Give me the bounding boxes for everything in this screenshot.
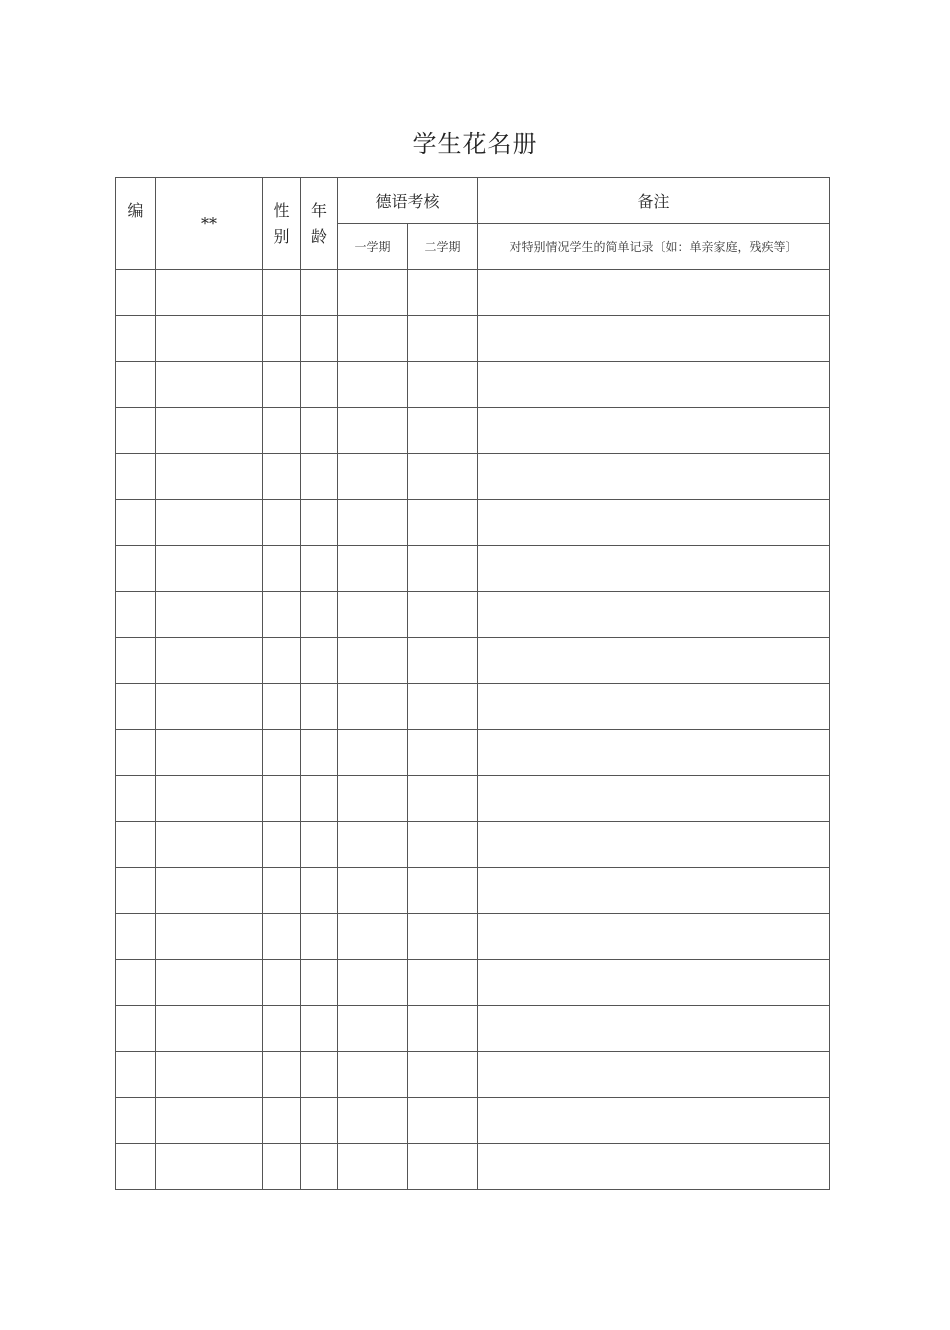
cell-term2[interactable] xyxy=(408,546,478,592)
cell-name[interactable] xyxy=(156,362,263,408)
table-row xyxy=(116,408,830,454)
cell-id[interactable] xyxy=(116,454,156,500)
cell-gender[interactable] xyxy=(263,1144,301,1190)
cell-name[interactable] xyxy=(156,316,263,362)
cell-term2[interactable] xyxy=(408,500,478,546)
cell-term1[interactable] xyxy=(338,362,408,408)
table-row xyxy=(116,1098,830,1144)
cell-term1[interactable] xyxy=(338,408,408,454)
cell-name[interactable] xyxy=(156,500,263,546)
cell-term1[interactable] xyxy=(338,1144,408,1190)
table-row xyxy=(116,776,830,822)
cell-term2[interactable] xyxy=(408,868,478,914)
header-remarks-hint-label: 对特别情况学生的简单记录〔如：单亲家庭，残疾等〕 xyxy=(509,240,798,254)
cell-id[interactable] xyxy=(116,914,156,960)
cell-remarks[interactable] xyxy=(478,316,830,362)
cell-id[interactable] xyxy=(116,592,156,638)
cell-id[interactable] xyxy=(116,638,156,684)
header-remarks xyxy=(478,178,830,224)
cell-remarks[interactable] xyxy=(478,684,830,730)
header-remarks-hint xyxy=(478,224,830,270)
header-moral-exam xyxy=(338,178,478,224)
cell-remarks[interactable] xyxy=(478,776,830,822)
cell-remarks[interactable] xyxy=(478,914,830,960)
table-row xyxy=(116,500,830,546)
cell-id[interactable] xyxy=(116,1052,156,1098)
cell-term1[interactable] xyxy=(338,868,408,914)
cell-id[interactable] xyxy=(116,730,156,776)
cell-term2[interactable] xyxy=(408,1144,478,1190)
cell-age[interactable] xyxy=(301,914,338,960)
table-row xyxy=(116,592,830,638)
cell-age[interactable] xyxy=(301,454,338,500)
cell-term1[interactable] xyxy=(338,270,408,316)
table-row xyxy=(116,730,830,776)
header-term2 xyxy=(408,224,478,270)
cell-term2[interactable] xyxy=(408,914,478,960)
cell-id[interactable] xyxy=(116,822,156,868)
cell-name[interactable] xyxy=(156,730,263,776)
cell-id[interactable] xyxy=(116,684,156,730)
table-row xyxy=(116,960,830,1006)
cell-gender[interactable] xyxy=(263,730,301,776)
cell-gender[interactable] xyxy=(263,914,301,960)
cell-term1[interactable] xyxy=(338,454,408,500)
header-age-label: 年龄 xyxy=(310,200,327,246)
cell-id[interactable] xyxy=(116,1098,156,1144)
cell-gender[interactable] xyxy=(263,454,301,500)
cell-gender[interactable] xyxy=(263,960,301,1006)
cell-name[interactable] xyxy=(156,546,263,592)
cell-age[interactable] xyxy=(301,730,338,776)
cell-name[interactable] xyxy=(156,868,263,914)
cell-gender[interactable] xyxy=(263,500,301,546)
cell-id[interactable] xyxy=(116,868,156,914)
table-row xyxy=(116,316,830,362)
cell-remarks[interactable] xyxy=(478,546,830,592)
cell-term2[interactable] xyxy=(408,592,478,638)
cell-term1[interactable] xyxy=(338,500,408,546)
header-gender-label: 性别 xyxy=(273,200,290,246)
cell-age[interactable] xyxy=(301,1006,338,1052)
cell-age[interactable] xyxy=(301,408,338,454)
cell-name[interactable] xyxy=(156,1098,263,1144)
cell-term2[interactable] xyxy=(408,730,478,776)
cell-age[interactable] xyxy=(301,1098,338,1144)
cell-name[interactable] xyxy=(156,454,263,500)
cell-gender[interactable] xyxy=(263,684,301,730)
cell-remarks[interactable] xyxy=(478,454,830,500)
cell-name[interactable] xyxy=(156,776,263,822)
cell-age[interactable] xyxy=(301,1144,338,1190)
table-row xyxy=(116,1144,830,1190)
cell-remarks[interactable] xyxy=(478,270,830,316)
cell-id[interactable] xyxy=(116,270,156,316)
student-roster-table xyxy=(115,177,830,1190)
cell-name[interactable] xyxy=(156,1144,263,1190)
cell-term1[interactable] xyxy=(338,960,408,1006)
cell-age[interactable] xyxy=(301,960,338,1006)
cell-name[interactable] xyxy=(156,270,263,316)
cell-term2[interactable] xyxy=(408,638,478,684)
cell-term2[interactable] xyxy=(408,822,478,868)
cell-remarks[interactable] xyxy=(478,960,830,1006)
cell-term2[interactable] xyxy=(408,454,478,500)
cell-term1[interactable] xyxy=(338,822,408,868)
header-term2-label: 二学期 xyxy=(424,240,461,254)
table-row xyxy=(116,914,830,960)
cell-term2[interactable] xyxy=(408,362,478,408)
cell-gender[interactable] xyxy=(263,362,301,408)
cell-name[interactable] xyxy=(156,408,263,454)
header-gender xyxy=(263,178,301,270)
cell-gender[interactable] xyxy=(263,316,301,362)
cell-term1[interactable] xyxy=(338,1098,408,1144)
cell-age[interactable] xyxy=(301,500,338,546)
cell-id[interactable] xyxy=(116,960,156,1006)
cell-gender[interactable] xyxy=(263,1052,301,1098)
table-row xyxy=(116,1006,830,1052)
cell-term1[interactable] xyxy=(338,684,408,730)
table-row xyxy=(116,1052,830,1098)
cell-term2[interactable] xyxy=(408,1052,478,1098)
header-id-label: 编 xyxy=(127,201,144,220)
cell-remarks[interactable] xyxy=(478,868,830,914)
cell-id[interactable] xyxy=(116,316,156,362)
cell-gender[interactable] xyxy=(263,868,301,914)
cell-id[interactable] xyxy=(116,776,156,822)
table-row xyxy=(116,822,830,868)
cell-term1[interactable] xyxy=(338,316,408,362)
cell-term1[interactable] xyxy=(338,914,408,960)
cell-remarks[interactable] xyxy=(478,362,830,408)
cell-term1[interactable] xyxy=(338,730,408,776)
cell-id[interactable] xyxy=(116,362,156,408)
page-title: 学生花名册 xyxy=(412,130,538,158)
cell-name[interactable] xyxy=(156,592,263,638)
cell-remarks[interactable] xyxy=(478,730,830,776)
header-name xyxy=(156,178,263,270)
cell-remarks[interactable] xyxy=(478,822,830,868)
cell-term2[interactable] xyxy=(408,316,478,362)
header-row-top xyxy=(116,178,830,224)
cell-gender[interactable] xyxy=(263,270,301,316)
cell-age[interactable] xyxy=(301,638,338,684)
cell-gender[interactable] xyxy=(263,546,301,592)
cell-term2[interactable] xyxy=(408,1098,478,1144)
table-row xyxy=(116,868,830,914)
cell-age[interactable] xyxy=(301,684,338,730)
cell-remarks[interactable] xyxy=(478,1144,830,1190)
cell-name[interactable] xyxy=(156,1006,263,1052)
header-name-label: ** xyxy=(201,214,217,233)
cell-age[interactable] xyxy=(301,822,338,868)
cell-age[interactable] xyxy=(301,592,338,638)
cell-term1[interactable] xyxy=(338,776,408,822)
cell-remarks[interactable] xyxy=(478,638,830,684)
cell-term2[interactable] xyxy=(408,684,478,730)
cell-gender[interactable] xyxy=(263,822,301,868)
table-row xyxy=(116,546,830,592)
header-id xyxy=(116,178,156,270)
cell-term2[interactable] xyxy=(408,960,478,1006)
table-row xyxy=(116,270,830,316)
cell-age[interactable] xyxy=(301,868,338,914)
table-row xyxy=(116,684,830,730)
header-term1 xyxy=(338,224,408,270)
cell-term1[interactable] xyxy=(338,546,408,592)
cell-age[interactable] xyxy=(301,1052,338,1098)
cell-age[interactable] xyxy=(301,270,338,316)
cell-age[interactable] xyxy=(301,546,338,592)
header-remarks-label: 备注 xyxy=(637,192,670,211)
cell-age[interactable] xyxy=(301,362,338,408)
cell-gender[interactable] xyxy=(263,592,301,638)
cell-name[interactable] xyxy=(156,914,263,960)
header-age xyxy=(301,178,338,270)
cell-gender[interactable] xyxy=(263,776,301,822)
cell-remarks[interactable] xyxy=(478,500,830,546)
cell-remarks[interactable] xyxy=(478,1006,830,1052)
cell-name[interactable] xyxy=(156,822,263,868)
cell-name[interactable] xyxy=(156,684,263,730)
cell-term1[interactable] xyxy=(338,1052,408,1098)
cell-remarks[interactable] xyxy=(478,592,830,638)
cell-age[interactable] xyxy=(301,316,338,362)
cell-term2[interactable] xyxy=(408,408,478,454)
table-row xyxy=(116,362,830,408)
cell-id[interactable] xyxy=(116,1144,156,1190)
header-moral-exam-label: 德语考核 xyxy=(375,192,440,211)
cell-id[interactable] xyxy=(116,546,156,592)
cell-remarks[interactable] xyxy=(478,408,830,454)
cell-term2[interactable] xyxy=(408,776,478,822)
cell-gender[interactable] xyxy=(263,1098,301,1144)
cell-age[interactable] xyxy=(301,776,338,822)
cell-gender[interactable] xyxy=(263,408,301,454)
cell-term1[interactable] xyxy=(338,638,408,684)
cell-term1[interactable] xyxy=(338,1006,408,1052)
cell-gender[interactable] xyxy=(263,638,301,684)
table-row xyxy=(116,454,830,500)
cell-id[interactable] xyxy=(116,1006,156,1052)
cell-gender[interactable] xyxy=(263,1006,301,1052)
cell-remarks[interactable] xyxy=(478,1052,830,1098)
cell-term2[interactable] xyxy=(408,1006,478,1052)
cell-id[interactable] xyxy=(116,408,156,454)
cell-remarks[interactable] xyxy=(478,1098,830,1144)
header-term1-label: 一学期 xyxy=(354,240,391,254)
cell-name[interactable] xyxy=(156,638,263,684)
cell-name[interactable] xyxy=(156,1052,263,1098)
cell-term2[interactable] xyxy=(408,270,478,316)
cell-name[interactable] xyxy=(156,960,263,1006)
cell-term1[interactable] xyxy=(338,592,408,638)
cell-id[interactable] xyxy=(116,500,156,546)
table-row xyxy=(116,638,830,684)
